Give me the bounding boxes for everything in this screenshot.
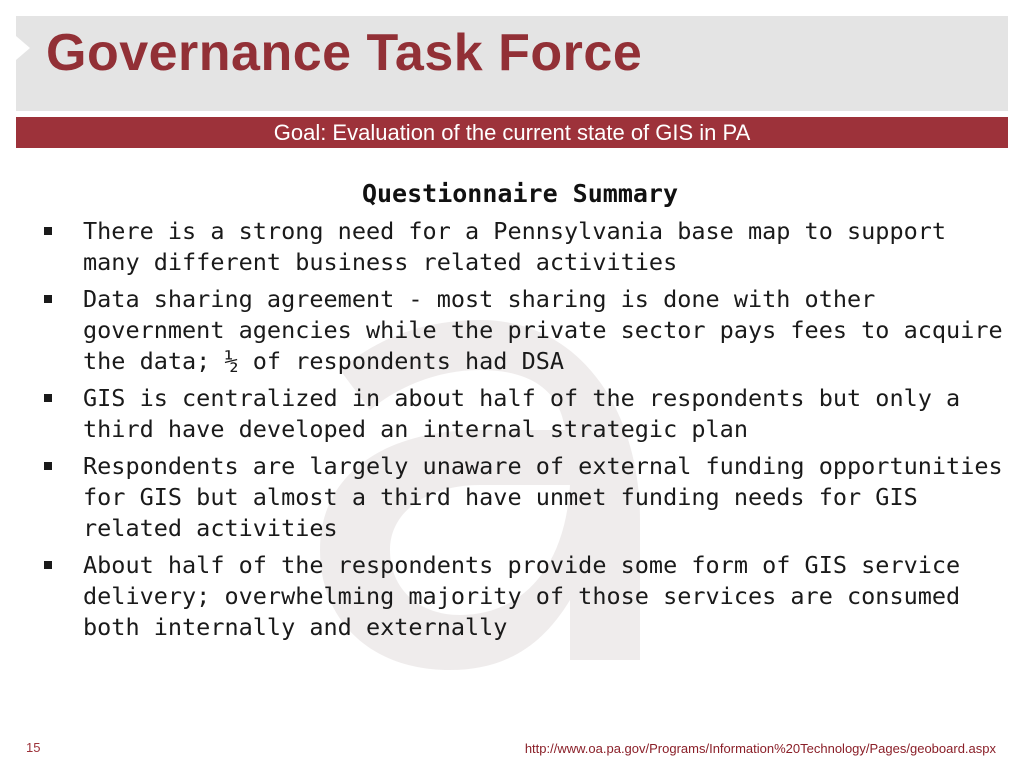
- bullet-item: [44, 383, 1014, 445]
- title-arrow-mark: [16, 36, 30, 60]
- source-url-link[interactable]: http://www.oa.pa.gov/Programs/Information%20Technology/Pages/geoboard.aspx: [524, 741, 996, 756]
- slide-number: 15: [26, 740, 41, 755]
- section-subheading: Questionnaire Summary: [361, 179, 679, 208]
- bullet-item: [44, 550, 1014, 643]
- bullet-item: [44, 451, 1014, 544]
- goal-bar: [16, 117, 1008, 148]
- bullet-item: [44, 284, 1014, 377]
- slide-title: Governance Task Force: [46, 24, 643, 82]
- bullet-text: GIS is centralized in about half of the respondents but only a third have developed an internal strategic plan: [83, 384, 961, 443]
- bullet-text: There is a strong need for a Pennsylvania base map to support many different business related activities: [83, 217, 947, 276]
- goal-text: Goal: Evaluation of the current state of GIS in PA: [273, 120, 751, 145]
- bullet-list: [44, 216, 1014, 649]
- square-bullet-icon: [44, 561, 52, 569]
- square-bullet-icon: [44, 394, 52, 402]
- square-bullet-icon: [44, 462, 52, 470]
- bullet-text: About half of the respondents provide some form of GIS service delivery; overwhelming majority of those services are consumed both internally and externally: [83, 551, 961, 641]
- bullet-text: Respondents are largely unaware of external funding opportunities for GIS but almost a third have unmet funding needs for GIS related activities: [83, 452, 1003, 542]
- bullet-item: [44, 216, 1014, 278]
- square-bullet-icon: [44, 227, 52, 235]
- square-bullet-icon: [44, 295, 52, 303]
- bullet-text: Data sharing agreement - most sharing is done with other government agencies while the private sector pays fees to acquire the data; ½ of respondents had DSA: [83, 285, 1003, 375]
